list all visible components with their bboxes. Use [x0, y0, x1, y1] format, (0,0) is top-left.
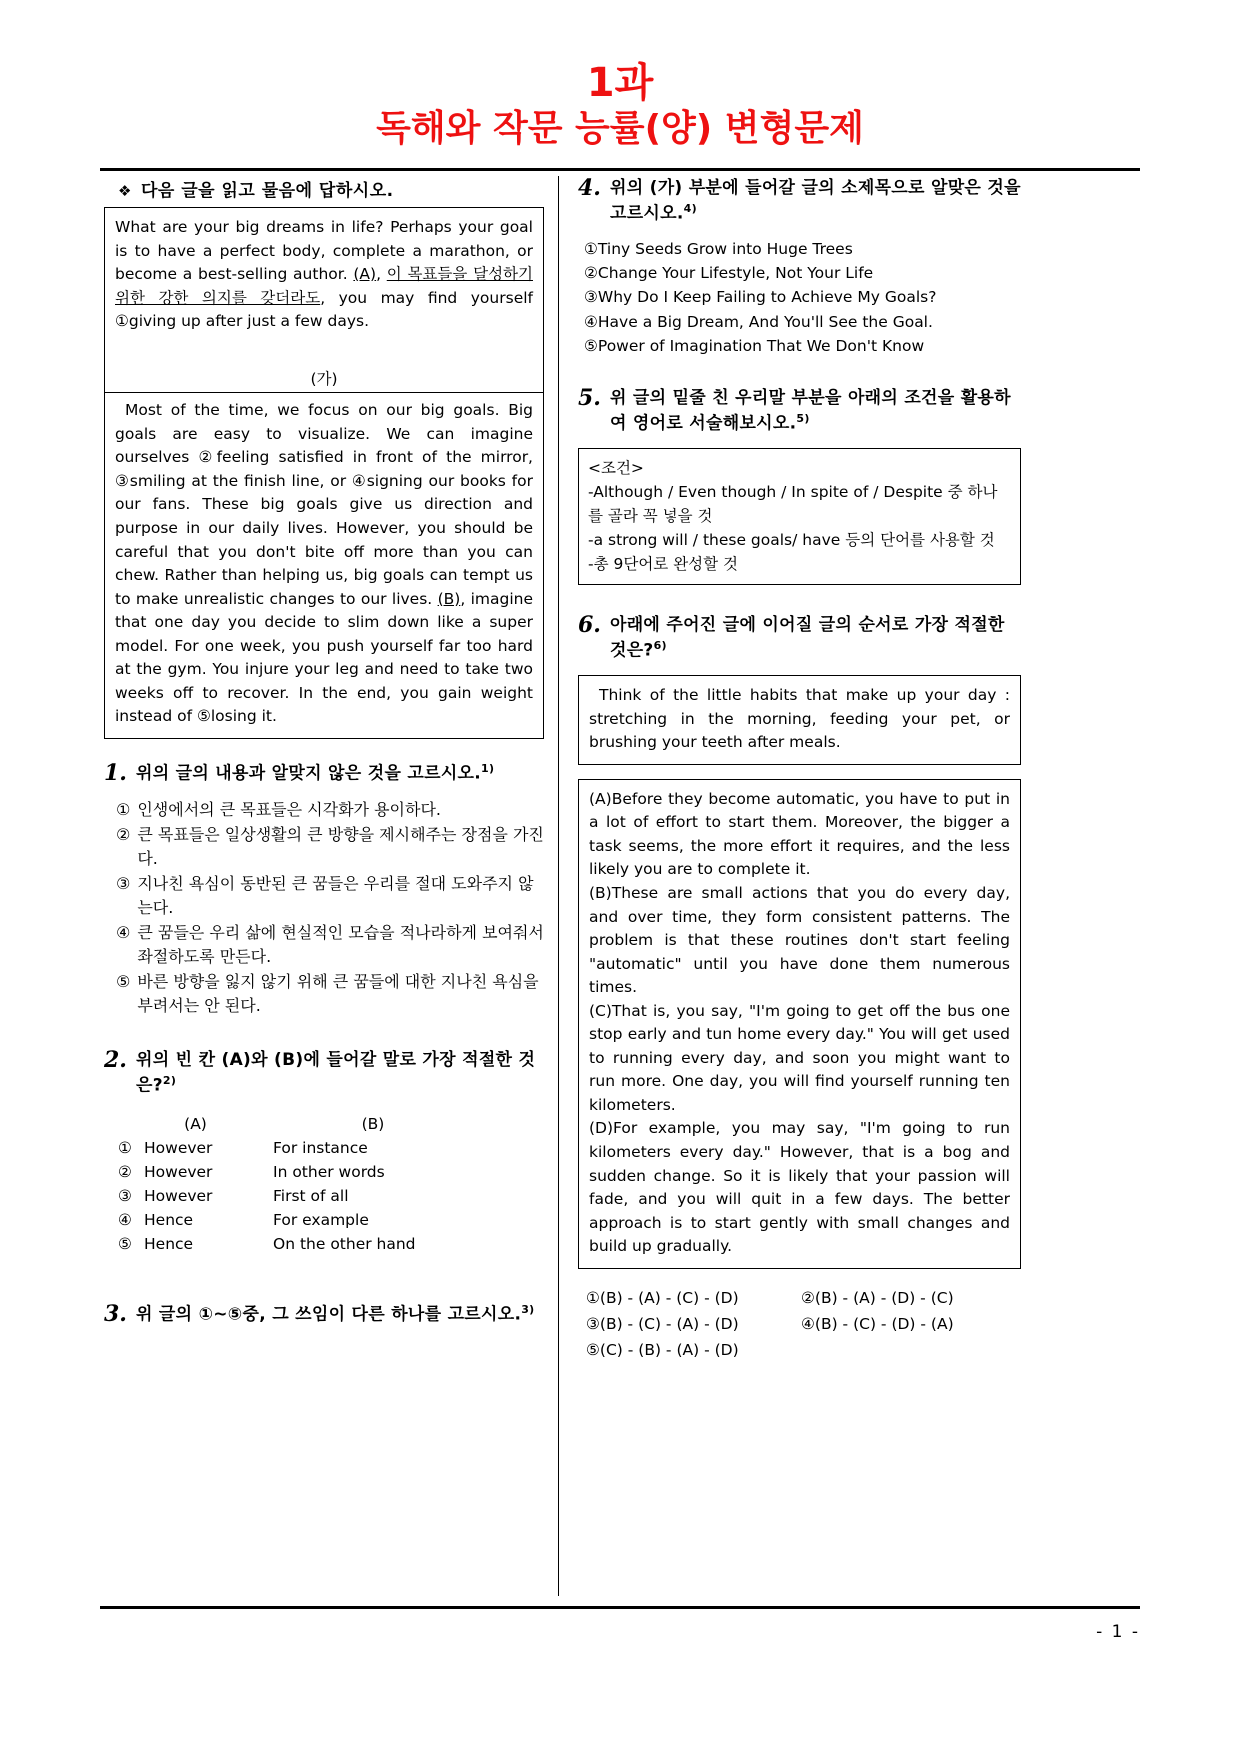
choice-number: ⑤ [586, 1341, 600, 1360]
choice-label: 인생에서의 큰 목표들은 시각화가 용이하다. [137, 800, 441, 820]
question-3-number: 3. [104, 1301, 127, 1328]
question-2-number: 2. [104, 1047, 127, 1074]
choice-number: ③ [118, 1187, 132, 1206]
passage-text-1a: What are your big dreams in life? Perhaps your goal is to have a perfect body, complete a marathon, or become a best-selling author. [115, 218, 533, 284]
choice-number: ② [116, 825, 131, 845]
question-5-text [610, 386, 1021, 436]
choice-item[interactable] [116, 970, 544, 1018]
question-2-header [104, 1048, 544, 1098]
page-title [0, 0, 1240, 151]
question-3-footnote: 3) [521, 1303, 535, 1317]
choice-value-b: For example [273, 1211, 369, 1230]
choice-item[interactable] [584, 335, 1021, 358]
condition-line: -a strong will / these goals/ have 등의 단어를 사용할 것 [588, 531, 995, 550]
right-column [578, 176, 1021, 1364]
ab-table-header [104, 1112, 544, 1136]
choice-number: ⑤ [584, 336, 598, 355]
page-number: - 1 - [1096, 1622, 1140, 1642]
passage-text-2a: Most of the time, we focus on our big goals. Big goals are easy to visualize. We can imagine ourselves ②feeling satisfied in front of the mirror, ③smiling at the finish line, or ④signing our books for our fans. These big goals give us direction and purpose in our daily lives. However, you should be careful that you don't bite off more than you can chew. Rather than helping us, big goals can tempt us to make unrealistic changes to our lives. [115, 401, 533, 608]
table-row[interactable] [104, 1208, 544, 1232]
question-3-header [104, 1302, 544, 1327]
ga-divider [105, 392, 543, 393]
condition-line: -총 9단어로 완성할 것 [588, 555, 739, 574]
condition-title: <조건> [588, 459, 644, 478]
column-header-b: (B) [361, 1115, 385, 1134]
question-4-choices [578, 238, 1021, 358]
question-1-prompt: 위의 글의 내용과 알맞지 않은 것을 고르시오. [135, 763, 482, 784]
question-6-paragraph-box [578, 779, 1021, 1269]
question-6-intro-box [578, 675, 1021, 765]
choice-number: ③ [116, 874, 131, 894]
passage-text-1b: you may find yourself ①giving up after just a few days. [115, 288, 533, 331]
question-4 [578, 176, 1021, 358]
question-2-prompt: 위의 빈 칸 (A)와 (B)에 들어갈 말로 가장 적절한 것은? [135, 1050, 536, 1096]
choice-number: ① [118, 1139, 132, 1158]
column-header-a: (A) [184, 1115, 207, 1134]
choice-number: ② [118, 1163, 132, 1182]
question-1-header [104, 761, 544, 786]
choice-value-a: Hence [144, 1211, 194, 1230]
column-divider [558, 176, 559, 1596]
choice-item[interactable] [586, 1337, 801, 1363]
blank-a-label: (A) [353, 265, 377, 284]
main-passage-box [104, 207, 544, 739]
question-1-footnote: 1) [481, 761, 495, 775]
question-2 [104, 1048, 544, 1256]
header-divider [100, 168, 1140, 171]
table-row[interactable] [104, 1232, 544, 1256]
choice-row [586, 1285, 1021, 1311]
question-1 [104, 761, 544, 1018]
question-6-number: 6. [578, 612, 601, 639]
passage-paragraph-1: What are your big dreams in life? Perhaps your goal is to have a perfect body, complete a marathon, or become a best-selling author. (A), 이 목표들을 달성하기 위한 강한 의지를 갖더라도, you may find yourself ①giving up after just a few days. [115, 218, 533, 331]
choice-number: ③ [586, 1315, 600, 1334]
choice-label: (B) - (C) - (D) - (A) [814, 1315, 954, 1334]
question-4-number: 4. [578, 175, 601, 201]
question-6-prompt: 아래에 주어진 글에 이어질 글의 순서로 가장 적절한 것은? [609, 615, 1005, 661]
question-2-choice-table [104, 1112, 544, 1256]
choice-item[interactable] [586, 1285, 801, 1311]
choice-number: ④ [801, 1315, 815, 1334]
paragraph-c: (C)That is, you say, "I'm going to get off the bus one stop early and tun home every day." You will get used to running every day, and soon you might want to run more. One day, you will find yourself running ten kilometers. [589, 1001, 1010, 1114]
question-6-header [578, 613, 1021, 663]
choice-value-b: On the other hand [273, 1235, 416, 1254]
footer-divider [100, 1606, 1140, 1609]
question-2-text [136, 1048, 544, 1098]
question-4-text [610, 176, 1021, 226]
choice-label: (B) - (C) - (A) - (D) [599, 1315, 739, 1334]
paragraph-a: (A)Before they become automatic, you have to put in a lot of effort to start them. Moreover, the bigger a task seems, the more effort it requires, and the less likely you are to complete it. [589, 789, 1010, 879]
question-3-prompt: 위 글의 ①~⑤중, 그 쓰임이 다른 하나를 고르시오. [135, 1304, 522, 1325]
choice-label: Change Your Lifestyle, Not Your Life [597, 264, 874, 283]
choice-number: ① [584, 239, 598, 258]
choice-value-a: However [144, 1163, 213, 1182]
question-4-prompt: 위의 (가) 부분에 들어갈 글의 소제목으로 알맞은 것을 고르시오. [609, 178, 1021, 224]
choice-label: Power of Imagination That We Don't Know [597, 336, 925, 355]
title-main: 1과 [586, 60, 654, 106]
choice-label: (C) - (B) - (A) - (D) [599, 1341, 739, 1360]
choice-item[interactable] [116, 872, 544, 920]
question-3-text [136, 1302, 544, 1327]
question-5-footnote: 5) [796, 411, 810, 425]
question-3 [104, 1302, 544, 1327]
choice-item[interactable] [801, 1285, 1016, 1311]
passage-text-2b: , imagine that one day you decide to slim down like a super model. For one week, you push yourself far too hard at the gym. You injure your leg and need to take two weeks off to recover. In the end, you gain weight instead of ⑤losing it. [115, 589, 533, 726]
choice-number: ⑤ [118, 1235, 132, 1254]
choice-label: Why Do I Keep Failing to Achieve My Goals? [597, 288, 937, 307]
choice-item[interactable] [586, 1311, 801, 1337]
choice-label: Have a Big Dream, And You'll See the Goal. [597, 312, 933, 331]
choice-value-b: For instance [273, 1139, 368, 1158]
instruction-text: 다음 글을 읽고 물음에 답하시오. [140, 181, 394, 201]
question-6 [578, 613, 1021, 1364]
choice-item[interactable] [801, 1311, 1016, 1337]
choice-label: 바른 방향을 잃지 않기 위해 큰 꿈들에 대한 지나친 욕심을 부려서는 안 된다. [137, 972, 539, 1016]
korean-underlined-clause: 이 목표들을 달성하기 위한 강한 의지를 갖더라도 [115, 265, 533, 307]
choice-number: ① [116, 800, 131, 820]
question-2-footnote: 2) [162, 1073, 177, 1087]
ga-subtitle-label: (가) [310, 369, 338, 388]
choice-label: 큰 목표들은 일상생활의 큰 방향을 제시해주는 장점을 가진다. [137, 825, 544, 869]
question-1-choices [104, 798, 544, 1018]
question-6-text [610, 613, 1021, 663]
blank-b-label: (B) [437, 589, 461, 608]
choice-value-a: Hence [144, 1235, 194, 1254]
choice-item[interactable] [116, 921, 544, 969]
choice-value-a: However [144, 1187, 213, 1206]
table-row[interactable] [104, 1136, 544, 1160]
choice-item[interactable] [584, 286, 1021, 309]
passage-paragraph-2 [115, 399, 533, 729]
bullet-icon: ❖ [118, 182, 132, 200]
question-5 [578, 386, 1021, 585]
choice-number: ② [801, 1288, 815, 1307]
choice-number: ① [586, 1288, 600, 1307]
choice-number: ④ [584, 312, 598, 331]
choice-label: Tiny Seeds Grow into Huge Trees [597, 239, 853, 258]
question-1-text [136, 761, 544, 786]
choice-label: (B) - (A) - (C) - (D) [599, 1288, 739, 1307]
table-row[interactable] [104, 1184, 544, 1208]
table-row[interactable] [104, 1160, 544, 1184]
choice-number: ④ [118, 1211, 132, 1230]
choice-item[interactable] [116, 823, 544, 871]
question-4-header [578, 176, 1021, 226]
choice-value-a: However [144, 1139, 213, 1158]
title-subtitle: 독해와 작문 능률(양) 변형문제 [376, 108, 864, 149]
question-4-footnote: 4) [683, 201, 697, 215]
choice-row [586, 1337, 1021, 1363]
choice-item[interactable] [584, 311, 1021, 334]
question-6-footnote: 6) [653, 638, 667, 652]
paragraph-d: (D)For example, you may say, "I'm going to run kilometers every day." However, that is a bog and sudden change. So it is likely that your passion will fade, and you will quit in a few days. The better approach is to start gently with small changes and build up gradually. [589, 1119, 1010, 1256]
choice-label: 큰 꿈들은 우리 삶에 현실적인 모습을 적나라하게 보여줘서 좌절하도록 만든다. [137, 923, 544, 967]
paragraph-b: (B)These are small actions that you do every day, and over time, they form consistent patterns. The problem is that these routines don't start feeling "automatic" until you have done them numerous times. [589, 883, 1010, 997]
question-5-header [578, 386, 1021, 436]
choice-value-b: First of all [273, 1187, 349, 1206]
choice-row [586, 1311, 1021, 1337]
question-1-number: 1. [104, 759, 127, 786]
question-5-prompt: 위 글의 밑줄 친 우리말 부분을 아래의 조건을 활용하여 영어로 서술해보시오. [609, 388, 1011, 434]
condition-box [578, 448, 1021, 585]
choice-value-b: In other words [273, 1163, 385, 1182]
choice-label: (B) - (A) - (D) - (C) [814, 1288, 954, 1307]
choice-item[interactable] [116, 798, 544, 822]
choice-number: ⑤ [116, 972, 131, 992]
choice-label: 지나친 욕심이 동반된 큰 꿈들은 우리를 절대 도와주지 않는다. [137, 874, 534, 918]
choice-number: ④ [116, 923, 131, 943]
choice-item[interactable] [584, 238, 1021, 261]
left-column [104, 176, 544, 1328]
condition-line: -Although / Even though / In spite of / Despite 중 하나를 골라 꼭 넣을 것 [588, 483, 998, 526]
intro-passage-text: Think of the little habits that make up your day : stretching in the morning, feeding your pet, or brushing your teeth after meals. [589, 686, 1010, 752]
question-6-choices [578, 1285, 1021, 1364]
question-5-number: 5. [578, 385, 601, 412]
choice-number: ③ [584, 288, 598, 307]
reading-instruction [104, 176, 544, 207]
choice-item[interactable] [584, 262, 1021, 285]
choice-number: ② [584, 264, 598, 283]
